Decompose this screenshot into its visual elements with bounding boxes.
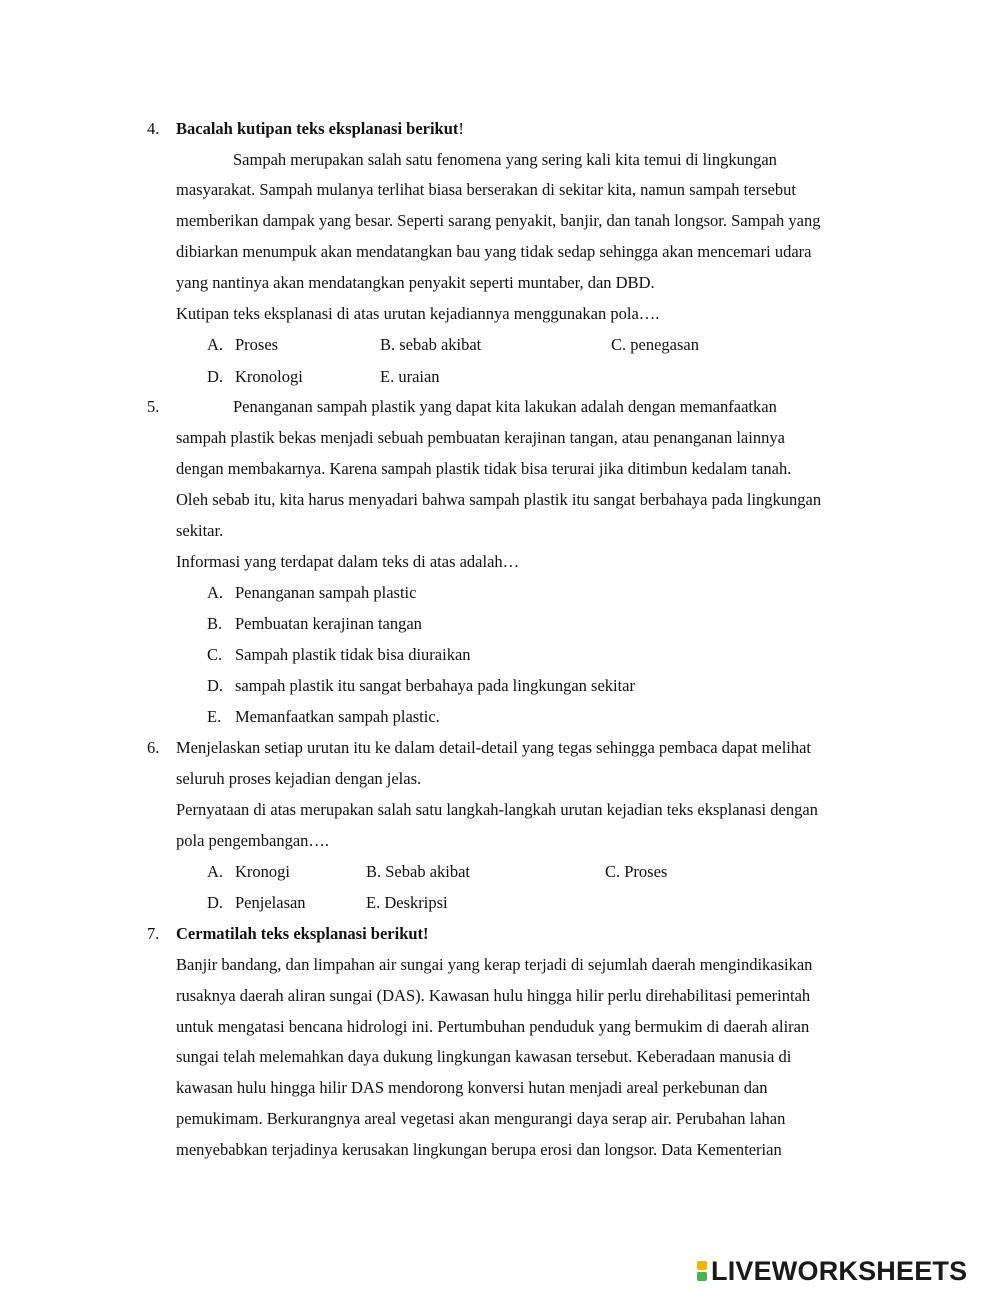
question-4-paragraph-line: dibiarkan menumpuk akan mendatangkan bau yang tidak sedap sehingga akan mencemari udara: [176, 242, 812, 261]
question-6-option-b[interactable]: B. Sebab akibat: [366, 862, 471, 881]
question-4-option-c[interactable]: C. penegasan: [611, 335, 699, 354]
option-text: Proses: [235, 335, 279, 354]
question-5-option-e[interactable]: [207, 707, 440, 727]
question-5-prompt: Informasi yang terdapat dalam teks di atas adalah…: [176, 552, 520, 571]
question-7-paragraph-line: Banjir bandang, dan limpahan air sungai yang kerap terjadi di sejumlah daerah mengindikasikan: [176, 955, 813, 974]
question-6-prompt-line: Pernyataan di atas merupakan salah satu langkah-langkah urutan kejadian teks eksplanasi dengan: [176, 800, 818, 819]
question-5-paragraph-line: sekitar.: [176, 521, 224, 540]
question-5-option-c[interactable]: [207, 645, 471, 665]
question-4-option-b[interactable]: B. sebab akibat: [380, 335, 482, 354]
option-text: Kronogi: [235, 862, 290, 881]
question-5-option-b[interactable]: [207, 614, 422, 634]
question-5-number: 5.: [147, 397, 160, 416]
question-6-option-a[interactable]: [207, 862, 290, 882]
question-7-title: Cermatilah teks eksplanasi berikut!: [176, 924, 429, 943]
logo-block-yellow: [697, 1261, 707, 1270]
option-letter: A.: [207, 583, 224, 602]
question-7-paragraph-line: rusaknya daerah aliran sungai (DAS). Kawasan hulu hingga hilir perlu direhabilitasi pemerintah: [176, 986, 811, 1005]
question-5-option-d[interactable]: [207, 676, 636, 696]
question-4-option-a[interactable]: [207, 335, 279, 355]
question-6-statement-line: Menjelaskan setiap urutan itu ke dalam detail-detail yang tegas sehingga pembaca dapat melihat: [176, 738, 812, 757]
option-text: Memanfaatkan sampah plastic.: [235, 707, 440, 726]
question-6-option-c[interactable]: C. Proses: [605, 862, 668, 881]
question-7-number: 7.: [147, 924, 160, 943]
question-5-paragraph-line: Oleh sebab itu, kita harus menyadari bahwa sampah plastik itu sangat berbahaya pada lingkungan: [176, 490, 822, 509]
question-4-number: 4.: [147, 119, 160, 138]
question-7-paragraph-line: kawasan hulu hingga hilir DAS mendorong konversi hutan menjadi areal perkebunan dan: [176, 1078, 768, 1097]
option-letter: A.: [207, 335, 224, 354]
logo-text: LIVEWORKSHEETS: [711, 1255, 968, 1286]
option-letter: D.: [207, 676, 224, 695]
question-4-paragraph-line: masyarakat. Sampah mulanya terlihat biasa berserakan di sekitar kita, namun sampah tersebut: [176, 180, 796, 199]
question-7-paragraph-line: pemukimam. Berkurangnya areal vegetasi akan mengurangi daya serap air. Perubahan lahan: [176, 1109, 786, 1128]
live-blocks-icon: [697, 1261, 707, 1282]
question-7-paragraph-line: sungai telah melemahkan daya dukung lingkungan kawasan tersebut. Keberadaan manusia di: [176, 1047, 792, 1066]
question-4-paragraph-line: yang nantinya akan mendatangkan penyakit seperti muntaber, dan DBD.: [176, 273, 655, 292]
option-letter: D.: [207, 367, 224, 386]
option-letter: B.: [207, 614, 223, 633]
question-6-number: 6.: [147, 738, 160, 757]
question-4-option-d[interactable]: [207, 367, 303, 387]
option-text: sampah plastik itu sangat berbahaya pada lingkungan sekitar: [235, 676, 636, 695]
option-text: Sampah plastik tidak bisa diuraikan: [235, 645, 471, 664]
question-7-paragraph-line: untuk mengatasi bencana hidrologi ini. Pertumbuhan penduduk yang bermukim di daerah aliran: [176, 1017, 810, 1036]
question-6-statement-line: seluruh proses kejadian dengan jelas.: [176, 769, 422, 788]
question-4-title-text: Bacalah kutipan teks eksplanasi berikut: [176, 119, 459, 138]
option-letter: C.: [207, 645, 223, 664]
option-letter: A.: [207, 862, 224, 881]
option-text: Penanganan sampah plastic: [235, 583, 417, 602]
question-4-option-e[interactable]: E. uraian: [380, 367, 440, 386]
question-4-paragraph-line: memberikan dampak yang besar. Seperti sarang penyakit, banjir, dan tanah longsor. Sampah yang: [176, 211, 821, 230]
question-4-title: [176, 119, 464, 139]
question-5-paragraph-line: sampah plastik bekas menjadi sebuah pembuatan kerajinan tangan, atau penanganan lainnya: [176, 428, 785, 447]
question-4-prompt: Kutipan teks eksplanasi di atas urutan kejadiannya menggunakan pola….: [176, 304, 660, 323]
question-5-paragraph-line: Penanganan sampah plastik yang dapat kita lakukan adalah dengan memanfaatkan: [233, 397, 777, 416]
question-5-paragraph-line: dengan membakarnya. Karena sampah plastik tidak bisa terurai jika ditimbun kedalam tanah.: [176, 459, 792, 478]
question-6-option-d[interactable]: [207, 893, 306, 913]
question-6-option-e[interactable]: E. Deskripsi: [366, 893, 448, 912]
option-text: Kronologi: [235, 367, 303, 386]
liveworksheets-logo: [697, 1256, 967, 1286]
logo-block-green: [697, 1272, 707, 1281]
question-5-option-a[interactable]: [207, 583, 417, 603]
question-6-prompt-line: pola pengembangan….: [176, 831, 330, 850]
option-text: Pembuatan kerajinan tangan: [235, 614, 422, 633]
question-4-title-end: !: [458, 119, 464, 138]
question-4-paragraph-line: Sampah merupakan salah satu fenomena yang sering kali kita temui di lingkungan: [233, 150, 777, 169]
question-7-paragraph-line: menyebabkan terjadinya kerusakan lingkungan berupa erosi dan longsor. Data Kementerian: [176, 1140, 782, 1159]
option-letter: D.: [207, 893, 224, 912]
option-text: Penjelasan: [235, 893, 306, 912]
option-letter: E.: [207, 707, 222, 726]
